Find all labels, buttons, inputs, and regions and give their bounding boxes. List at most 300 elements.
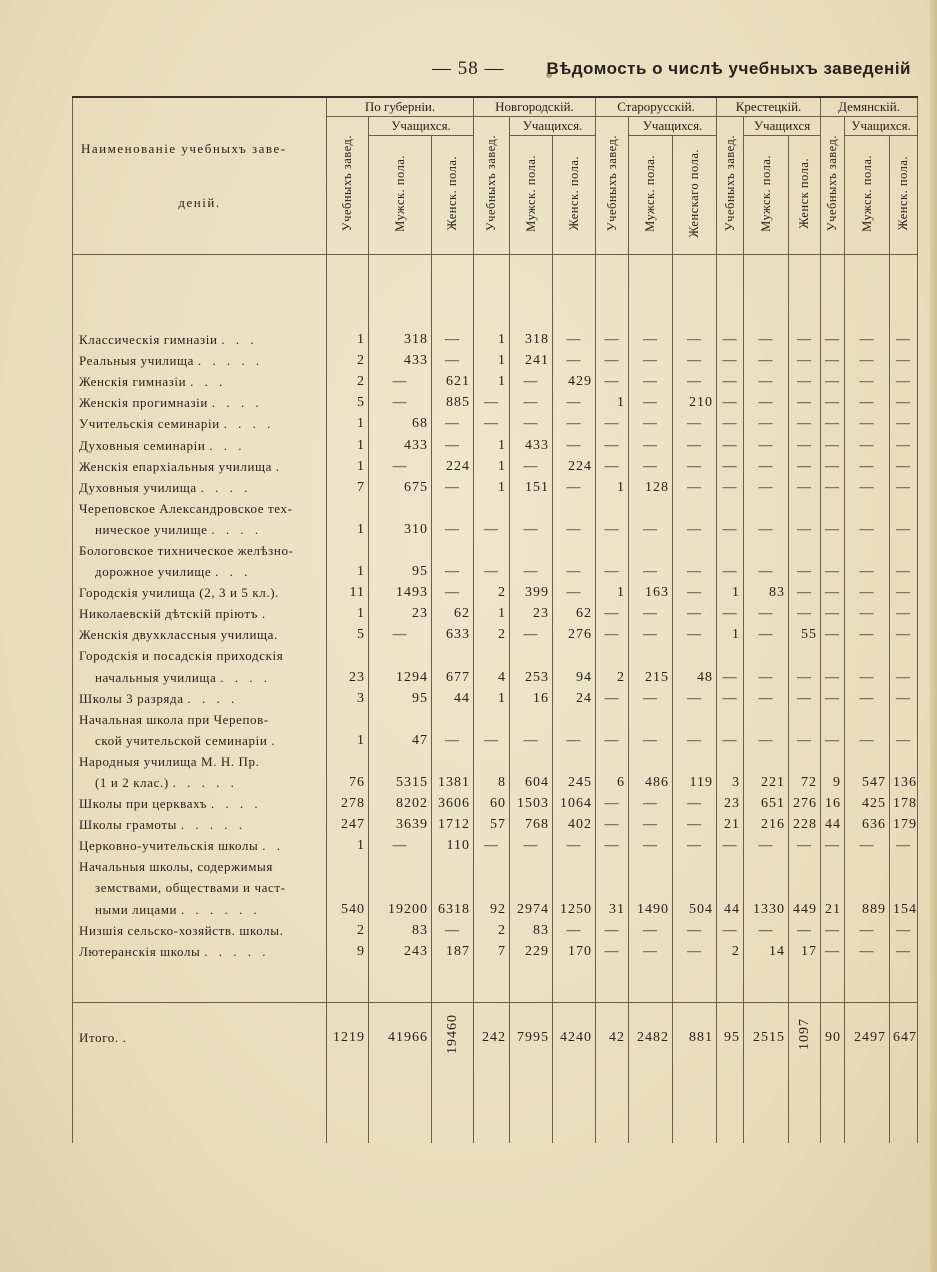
table-cell: 1 [717, 582, 744, 603]
table-cell: — [821, 603, 845, 624]
col-head-11: Женск пола. [789, 136, 821, 255]
table-cell: — [553, 561, 596, 582]
table-cell: — [717, 835, 744, 856]
table-cell: — [890, 582, 918, 603]
table-cell: 23 [717, 793, 744, 814]
table-cell: — [890, 371, 918, 392]
table-cell: 2 [717, 941, 744, 962]
table-cell [596, 751, 629, 772]
table-cell: 6318 [432, 899, 474, 920]
table-cell: — [717, 667, 744, 688]
table-cell: — [474, 413, 510, 434]
table-cell: — [845, 350, 890, 371]
table-cell: 224 [432, 456, 474, 477]
table-cell: 2 [596, 667, 629, 688]
table-cell: — [845, 582, 890, 603]
table-cell [553, 877, 596, 898]
table-cell: — [369, 835, 432, 856]
table-cell: 2 [474, 920, 510, 941]
table-cell: 399 [510, 582, 553, 603]
subgroup-students-3: Учащихся [744, 117, 821, 136]
table-cell: 540 [327, 899, 369, 920]
table-cell: 5 [327, 392, 369, 413]
table-cell: 92 [474, 899, 510, 920]
table-row [73, 688, 918, 709]
table-cell [821, 877, 845, 898]
table-cell: — [845, 561, 890, 582]
table-row [73, 645, 918, 666]
table-cell: 3639 [369, 814, 432, 835]
table-cell: 154 [890, 899, 918, 920]
table-cell: — [673, 434, 717, 455]
table-cell: — [629, 941, 673, 962]
table-cell: — [673, 413, 717, 434]
table-cell: 110 [432, 835, 474, 856]
table-cell: 7 [474, 941, 510, 962]
table-cell: 221 [744, 772, 789, 793]
row-label: Духовныя училища . . . . [73, 477, 327, 498]
table-cell: 889 [845, 899, 890, 920]
total-cell: 647 [890, 1002, 918, 1073]
table-cell [629, 751, 673, 772]
table-cell [327, 877, 369, 898]
table-cell: 547 [845, 772, 890, 793]
table-cell: — [553, 835, 596, 856]
table-cell: — [890, 603, 918, 624]
table-cell [673, 498, 717, 519]
table-cell: — [744, 371, 789, 392]
table-cell: — [744, 603, 789, 624]
table-cell [629, 498, 673, 519]
table-cell [744, 498, 789, 519]
table-cell: 1 [474, 603, 510, 624]
table-cell: — [890, 730, 918, 751]
table-cell: — [474, 835, 510, 856]
table-cell: — [845, 329, 890, 350]
table-cell [789, 498, 821, 519]
table-cell: 1 [474, 434, 510, 455]
table-cell: — [596, 561, 629, 582]
col-head-4: Мужск. пола. [510, 136, 553, 255]
table-cell: — [629, 624, 673, 645]
table-cell: 318 [510, 329, 553, 350]
table-cell: — [890, 941, 918, 962]
table-cell: 2 [327, 920, 369, 941]
table-cell: — [432, 350, 474, 371]
table-cell: — [717, 477, 744, 498]
col-head-10: Мужск. пола. [744, 136, 789, 255]
table-cell: — [789, 920, 821, 941]
table-row [73, 814, 918, 835]
table-cell [510, 709, 553, 730]
table-cell: — [629, 434, 673, 455]
spacer-row [73, 255, 918, 330]
table-cell: 48 [673, 667, 717, 688]
table-row [73, 371, 918, 392]
table-cell: 433 [510, 434, 553, 455]
table-cell: 170 [553, 941, 596, 962]
table-cell: 243 [369, 941, 432, 962]
table-cell [474, 645, 510, 666]
table-cell: 651 [744, 793, 789, 814]
row-label: ническое училище . . . . [73, 519, 327, 540]
table-cell: — [821, 434, 845, 455]
table-cell: — [553, 350, 596, 371]
table-cell: — [673, 920, 717, 941]
table-cell: 1 [327, 456, 369, 477]
table-cell: — [890, 519, 918, 540]
table-cell: 44 [821, 814, 845, 835]
statistics-table [72, 96, 918, 1143]
table-cell: 57 [474, 814, 510, 835]
table-cell: — [845, 371, 890, 392]
table-cell: — [510, 519, 553, 540]
table-cell: — [673, 624, 717, 645]
table-cell: 24 [553, 688, 596, 709]
table-cell [510, 645, 553, 666]
table-cell: 1 [596, 582, 629, 603]
row-label: ской учительской семинаріи . [73, 730, 327, 751]
table-cell: — [474, 392, 510, 413]
row-label: Школы грамоты . . . . . [73, 814, 327, 835]
table-cell: — [596, 688, 629, 709]
table-cell: — [789, 434, 821, 455]
table-cell [717, 645, 744, 666]
table-cell: — [744, 519, 789, 540]
table-cell [717, 709, 744, 730]
table-cell [890, 709, 918, 730]
spacer-row [73, 962, 918, 1003]
table-cell [553, 709, 596, 730]
table-cell: 178 [890, 793, 918, 814]
total-row [73, 1002, 918, 1073]
table-cell: — [510, 835, 553, 856]
table-cell: — [596, 350, 629, 371]
table-cell: 1 [327, 603, 369, 624]
table-cell: — [510, 371, 553, 392]
table-cell: — [744, 329, 789, 350]
table-cell [744, 709, 789, 730]
table-cell: — [744, 434, 789, 455]
table-cell [717, 877, 744, 898]
table-cell: — [673, 814, 717, 835]
page-edge-shadow [930, 0, 937, 1272]
table-cell [890, 498, 918, 519]
table-cell: 136 [890, 772, 918, 793]
group-header-novgorod: Новгородскій. [474, 97, 596, 117]
table-cell: — [629, 371, 673, 392]
table-cell: 621 [432, 371, 474, 392]
table-cell: 163 [629, 582, 673, 603]
row-label: Учительскія семинаріи . . . . [73, 413, 327, 434]
total-cell: 7995 [510, 1002, 553, 1073]
subgroup-students-1: Учащихся. [510, 117, 596, 136]
table-cell: — [629, 561, 673, 582]
table-cell: 2 [474, 582, 510, 603]
table-cell: 62 [432, 603, 474, 624]
total-cell: 19460 [432, 1002, 474, 1073]
table-cell: — [789, 688, 821, 709]
table-cell [845, 540, 890, 561]
table-cell: — [744, 920, 789, 941]
table-cell: — [553, 582, 596, 603]
table-row [73, 624, 918, 645]
table-cell: 60 [474, 793, 510, 814]
table-cell: — [821, 730, 845, 751]
table-cell: — [744, 688, 789, 709]
row-label: Реальныя училища . . . . . [73, 350, 327, 371]
table-cell: — [673, 456, 717, 477]
table-cell: — [629, 603, 673, 624]
table-cell: — [510, 561, 553, 582]
table-cell: 1490 [629, 899, 673, 920]
table-cell: — [553, 730, 596, 751]
table-cell: 1 [327, 730, 369, 751]
table-cell: — [673, 603, 717, 624]
table-cell [474, 856, 510, 877]
table-cell: — [890, 835, 918, 856]
table-cell: — [596, 920, 629, 941]
table-cell: 1 [474, 688, 510, 709]
table-cell [744, 540, 789, 561]
table-cell: 3606 [432, 793, 474, 814]
table-cell: — [629, 920, 673, 941]
table-cell: — [890, 667, 918, 688]
table-cell: 83 [369, 920, 432, 941]
table-cell: — [789, 371, 821, 392]
table-cell: — [890, 350, 918, 371]
table-cell [432, 709, 474, 730]
table-cell: 21 [821, 899, 845, 920]
table-cell: 402 [553, 814, 596, 835]
table-row [73, 603, 918, 624]
col-head-12: Учебныхъ завед. [821, 117, 845, 255]
table-cell: 5 [327, 624, 369, 645]
table-cell: — [717, 688, 744, 709]
table-cell [432, 645, 474, 666]
table-row [73, 456, 918, 477]
table-cell: 1250 [553, 899, 596, 920]
row-label: Школы 3 разряда . . . . [73, 688, 327, 709]
group-header-demyansk: Демянскій. [821, 97, 918, 117]
table-cell [510, 498, 553, 519]
table-cell: 128 [629, 477, 673, 498]
table-cell: — [629, 835, 673, 856]
table-cell [553, 498, 596, 519]
table-cell: — [553, 392, 596, 413]
table-cell: — [510, 413, 553, 434]
table-cell [845, 877, 890, 898]
table-cell [744, 877, 789, 898]
table-cell: — [845, 477, 890, 498]
table-cell [327, 709, 369, 730]
table-cell: — [673, 793, 717, 814]
table-cell: — [890, 413, 918, 434]
table-row [73, 582, 918, 603]
table-cell [553, 751, 596, 772]
table-cell: — [821, 582, 845, 603]
table-cell: 1 [327, 561, 369, 582]
table-cell: — [845, 835, 890, 856]
table-cell: — [629, 793, 673, 814]
table-cell [890, 877, 918, 898]
table-cell [327, 856, 369, 877]
table-cell [673, 856, 717, 877]
table-cell: — [744, 413, 789, 434]
table-cell: — [789, 477, 821, 498]
table-cell: 2974 [510, 899, 553, 920]
table-cell: 95 [369, 688, 432, 709]
table-cell: — [789, 561, 821, 582]
table-cell [789, 540, 821, 561]
table-cell: — [596, 624, 629, 645]
table-cell: — [845, 624, 890, 645]
table-row [73, 856, 918, 877]
table-cell [821, 540, 845, 561]
table-cell: 9 [821, 772, 845, 793]
table-cell: — [744, 624, 789, 645]
table-cell: — [553, 920, 596, 941]
table-cell: — [629, 688, 673, 709]
table-cell: — [432, 329, 474, 350]
table-cell: — [717, 413, 744, 434]
table-cell: — [744, 392, 789, 413]
table-cell: 449 [789, 899, 821, 920]
table-cell: — [821, 835, 845, 856]
table-cell [789, 877, 821, 898]
total-cell: 2482 [629, 1002, 673, 1073]
table-cell: — [821, 371, 845, 392]
table-cell: 276 [789, 793, 821, 814]
table-cell: — [789, 413, 821, 434]
table-cell: — [432, 477, 474, 498]
table-cell: 72 [789, 772, 821, 793]
page-header [0, 58, 937, 84]
table-row [73, 709, 918, 730]
table-cell [744, 751, 789, 772]
table-cell: 318 [369, 329, 432, 350]
table-cell: — [789, 603, 821, 624]
table-cell: 504 [673, 899, 717, 920]
table-cell: — [673, 582, 717, 603]
total-label: Итого. . [73, 1002, 327, 1073]
table-cell: — [717, 730, 744, 751]
table-cell [474, 751, 510, 772]
table-cell [673, 645, 717, 666]
row-label: ными лицами . . . . . . [73, 899, 327, 920]
row-label: земствами, обществами и част- [73, 877, 327, 898]
table-row [73, 920, 918, 941]
subgroup-students-0: Учащихся. [369, 117, 474, 136]
table-cell [717, 498, 744, 519]
table-cell: 47 [369, 730, 432, 751]
table-row [73, 329, 918, 350]
table-cell: — [890, 477, 918, 498]
total-cell: 41966 [369, 1002, 432, 1073]
table-cell: 151 [510, 477, 553, 498]
table-cell [845, 751, 890, 772]
table-cell: — [789, 730, 821, 751]
table-cell: 1 [327, 434, 369, 455]
table-cell: — [629, 392, 673, 413]
table-cell [717, 856, 744, 877]
table-cell: 228 [789, 814, 821, 835]
table-cell: — [673, 835, 717, 856]
col-head-14: Женск. пола. [890, 136, 918, 255]
table-cell: — [596, 793, 629, 814]
table-cell: — [744, 456, 789, 477]
row-label: Школы при церквахъ . . . . [73, 793, 327, 814]
table-cell [432, 856, 474, 877]
table-cell: 44 [717, 899, 744, 920]
table-cell [474, 877, 510, 898]
table-cell: — [845, 730, 890, 751]
table-cell [369, 498, 432, 519]
table-cell: — [744, 835, 789, 856]
table-cell: 21 [717, 814, 744, 835]
table-cell [510, 856, 553, 877]
table-cell: 1712 [432, 814, 474, 835]
table-cell: — [845, 392, 890, 413]
table-cell: 23 [510, 603, 553, 624]
table-cell: — [596, 413, 629, 434]
table-cell: — [717, 434, 744, 455]
table-cell: — [717, 561, 744, 582]
row-label: начальныя училища . . . . [73, 667, 327, 688]
table-cell: — [890, 434, 918, 455]
table-cell: — [432, 920, 474, 941]
table-row [73, 667, 918, 688]
table-cell: 1 [327, 835, 369, 856]
table-cell: — [369, 371, 432, 392]
table-cell [553, 540, 596, 561]
table-cell: 677 [432, 667, 474, 688]
table-row [73, 941, 918, 962]
table-cell: 2 [474, 624, 510, 645]
row-label: Низшія сельско-хозяйств. школы. [73, 920, 327, 941]
table-cell [596, 877, 629, 898]
table-cell: — [717, 350, 744, 371]
table-cell: — [789, 519, 821, 540]
table-cell [596, 645, 629, 666]
table-cell: 3 [717, 772, 744, 793]
table-cell [821, 751, 845, 772]
table-row [73, 519, 918, 540]
row-label: Городскія и посадскія приходскія [73, 645, 327, 666]
table-row [73, 772, 918, 793]
table-cell: — [717, 329, 744, 350]
subgroup-students-4: Учащихся. [845, 117, 918, 136]
col-head-5: Женск. пола. [553, 136, 596, 255]
table-cell [327, 751, 369, 772]
table-cell: — [474, 730, 510, 751]
table-cell [432, 877, 474, 898]
table-cell: — [789, 350, 821, 371]
table-cell: — [673, 371, 717, 392]
page-number: — 58 — [432, 58, 505, 79]
table-cell: 14 [744, 941, 789, 962]
table-cell [673, 877, 717, 898]
row-label: Женскія епархіальныя училища . [73, 456, 327, 477]
table-cell: — [596, 941, 629, 962]
table-cell: — [789, 667, 821, 688]
table-cell: 486 [629, 772, 673, 793]
table-cell [474, 498, 510, 519]
table-cell [327, 540, 369, 561]
total-cell: 2515 [744, 1002, 789, 1073]
table-cell: — [629, 413, 673, 434]
row-label: Череповское Александровское тех- [73, 498, 327, 519]
